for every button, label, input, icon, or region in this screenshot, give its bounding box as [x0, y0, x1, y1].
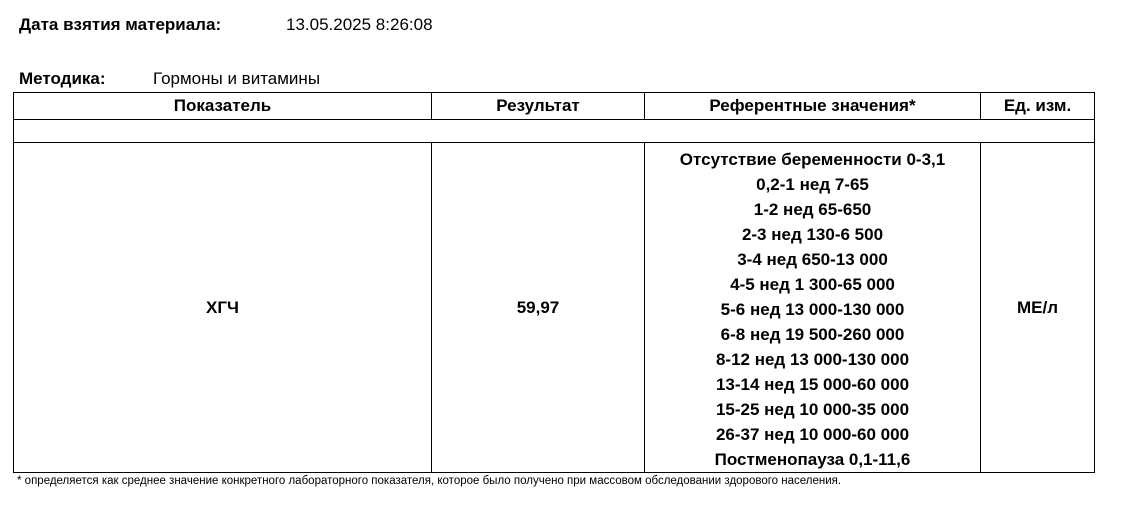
table-row: [14, 143, 1095, 473]
result-cell: 59,97: [432, 143, 645, 473]
column-header-indicator: Показатель: [14, 93, 432, 120]
unit-cell: МЕ/л: [981, 143, 1095, 473]
sample-date-label: Дата взятия материала:: [19, 15, 222, 34]
results-table: [13, 92, 1095, 473]
reference-item: 8-12 нед 13 000-130 000: [715, 350, 910, 369]
reference-item: 5-6 нед 13 000-130 000: [720, 300, 905, 319]
sample-date-value: 13.05.2025 8:26:08: [286, 15, 433, 34]
table-spacer-row: [14, 120, 1095, 143]
reference-cell: [645, 143, 981, 473]
table-header-row: [14, 93, 1095, 120]
reference-list: [645, 143, 980, 472]
reference-item: 6-8 нед 19 500-260 000: [720, 325, 905, 344]
reference-item: Постменопауза 0,1-11,6: [714, 450, 911, 469]
reference-item: 26-37 нед 10 000-60 000: [715, 425, 910, 444]
column-header-result: Результат: [432, 93, 645, 120]
reference-item: 3-4 нед 650-13 000: [737, 250, 888, 269]
sample-date-line: [19, 13, 433, 37]
method-label: Методика:: [19, 69, 106, 88]
reference-item: 2-3 нед 130-6 500: [741, 225, 884, 244]
footnote: * определяется как среднее значение конкретного лабораторного показателя, которое было получено при массовом обследовании здорового населения.: [17, 475, 842, 487]
spacer-cell: [14, 120, 1095, 143]
reference-item: 4-5 нед 1 300-65 000: [730, 275, 895, 294]
reference-item: Отсутствие беременности 0-3,1: [679, 150, 946, 169]
indicator-cell: ХГЧ: [14, 143, 432, 473]
column-header-unit: Ед. изм.: [981, 93, 1095, 120]
reference-item: 0,2-1 нед 7-65: [756, 175, 869, 194]
reference-item: 1-2 нед 65-650: [753, 200, 872, 219]
column-header-reference: Референтные значения*: [645, 93, 981, 120]
reference-item: 13-14 нед 15 000-60 000: [715, 375, 910, 394]
method-value: Гормоны и витамины: [153, 69, 321, 88]
method-line: [19, 68, 320, 90]
reference-item: 15-25 нед 10 000-35 000: [715, 400, 910, 419]
